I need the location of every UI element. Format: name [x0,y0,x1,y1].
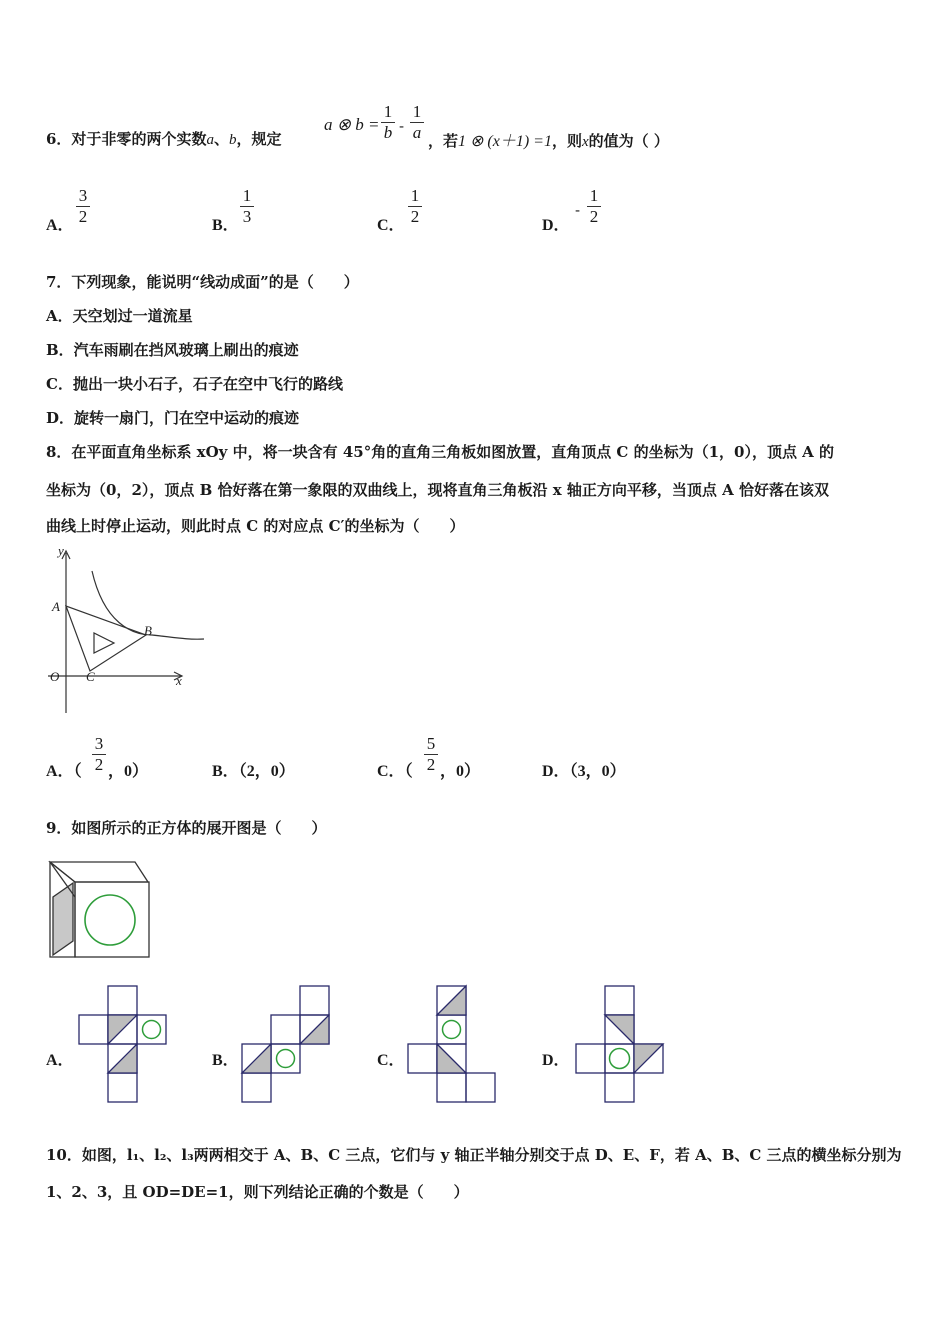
q8-option-c-open: （ [404,763,413,780]
q6-option-a-label: A． [46,217,74,234]
q8-option-a-frac [92,734,106,775]
q9-stem: 9．如图所示的正方体的展开图是（ ） [46,819,327,837]
q9-option-d[interactable]: D． [542,1052,570,1069]
q6-option-c-frac [408,186,422,227]
q8-option-a-rest: ，0） [108,763,149,780]
q8-option-c-frac [424,734,438,775]
q8-option-d[interactable] [542,758,626,781]
q9-cube-top [50,862,148,882]
q10-stem-line1: 10．如图，l₁、l₂、l₃两两相交于 A、B、C 三点，它们与 y 轴正半轴分别交于点 D、E、F，若 A、B、C 三点的横坐标分别为 [46,1146,902,1164]
q6-formula-lhs: a ⊗ b = [324,115,380,134]
q8-option-b-text: （2，0） [238,763,295,780]
q6-opt-a-den: 2 [78,207,88,226]
q6-option-c-label: C． [377,217,405,234]
q6-option-c[interactable] [377,212,405,235]
q6-option-d[interactable] [542,212,570,235]
q9-cube-left-shade [53,883,73,955]
q8-label-b: B [144,623,152,638]
q7-stem: 7．下列现象，能说明“线动成面”的是（ ） [46,273,359,291]
q9-option-a[interactable]: A． [46,1052,74,1069]
q6-text-mid: ，规定 [236,130,282,148]
q6-frac-2 [410,102,424,143]
q6-opt-b-num: 1 [242,186,252,205]
q9-net-b[interactable] [238,983,338,1103]
q8-opt-a-num: 3 [94,734,104,753]
q8-label-x: x [176,673,182,688]
q6-option-b-frac [240,186,254,227]
q6-opt-d-sign: - [575,201,581,219]
q6-sep: 、 [213,130,229,148]
q7-option-c[interactable]: C．抛出一块小石子，石子在空中飞行的路线 [46,375,343,393]
q7-option-b[interactable]: B．汽车雨刷在挡风玻璃上刷出的痕迹 [46,341,299,359]
q6-opt-d-num: 1 [589,186,599,205]
q8-option-a[interactable] [46,758,82,781]
q7-option-a[interactable]: A．天空划过一道流星 [46,307,193,325]
q6-text-pre: 6．对于非零的两个实数 [46,130,207,148]
q9-cube-circle [85,895,135,945]
q8-option-d-text: （3，0） [569,763,626,780]
q8-label-a: A [52,599,60,614]
q7-option-d[interactable]: D．旋转一扇门，门在空中运动的痕迹 [46,409,300,427]
q6-frac1-den: b [383,123,393,142]
q6-text-if: ，若 [428,132,459,150]
q9-cube-front [75,882,149,957]
q9-cube-figure [45,857,155,962]
q6-option-b-label: B． [212,217,239,234]
q6-text-end: 的值为（ ） [588,132,669,150]
q8-option-c-label: C． [377,763,405,780]
q8-stem-line3: 曲线上时停止运动，则此时点 C 的对应点 C′的坐标为（ ） [46,517,465,535]
q8-option-a-open: （ [73,763,82,780]
q6-opt-a-num: 3 [78,186,88,205]
q6-frac1-num: 1 [383,102,393,121]
q6-cond: 1 ⊗ (x＋1) =1 [458,133,552,150]
q6-opt-c-den: 2 [410,207,420,226]
q9-net-a[interactable] [73,983,173,1103]
q9-option-c[interactable]: C． [377,1052,405,1069]
q8-opt-c-den: 2 [426,755,436,774]
q9-option-b[interactable]: B． [212,1052,239,1069]
q6-frac-1 [381,102,395,143]
q6-var-x: x [582,134,589,150]
q6-option-a-frac [76,186,90,227]
q6-minus: - [399,117,405,135]
q6-stem [46,128,281,149]
q10-stem-line2: 1、2、3，且 OD=DE=1，则下列结论正确的个数是（ ） [46,1183,469,1201]
q8-option-b-label: B． [212,763,239,780]
q8-option-c[interactable] [377,758,413,781]
q8-stem-line1: 8．在平面直角坐标系 xOy 中，将一块含有 45°角的直角三角板如图放置，直角顶点 C 的坐标为（1，0），顶点 A 的 [46,443,835,461]
q8-triangle-inner [94,633,114,653]
q6-opt-d-den: 2 [589,207,599,226]
q6-option-d-frac [587,186,601,227]
q6-option-d-label: D． [542,217,570,234]
q9-net-d[interactable] [570,983,670,1103]
q8-label-o: O [50,669,60,684]
q6-option-a[interactable] [46,212,74,235]
q6-text-then: ，则 [551,132,582,150]
q8-option-c-rest: ，0） [440,763,481,780]
q6-condition [428,128,669,151]
q8-stem-line2: 坐标为（0，2），顶点 B 恰好落在第一象限的双曲线上，现将直角三角板沿 x 轴正方向平移，当顶点 A 恰好落在该双 [46,481,829,499]
q8-figure [42,543,212,718]
q8-label-c: C [86,669,95,684]
q6-opt-c-num: 1 [410,186,420,205]
q8-label-y: y [58,543,64,558]
q8-opt-a-den: 2 [94,755,104,774]
q8-opt-c-num: 5 [426,734,436,753]
q6-opt-b-den: 3 [242,207,252,226]
q6-option-b[interactable] [212,212,239,235]
q6-var-a: a [206,132,214,148]
q8-option-a-label: A． [46,763,74,780]
q8-option-b[interactable] [212,758,295,781]
q6-var-b: b [228,132,237,148]
q9-net-c[interactable] [404,983,504,1103]
q6-frac2-num: 1 [412,102,422,121]
q8-option-d-label: D． [542,763,570,780]
q6-frac2-den: a [412,123,422,142]
